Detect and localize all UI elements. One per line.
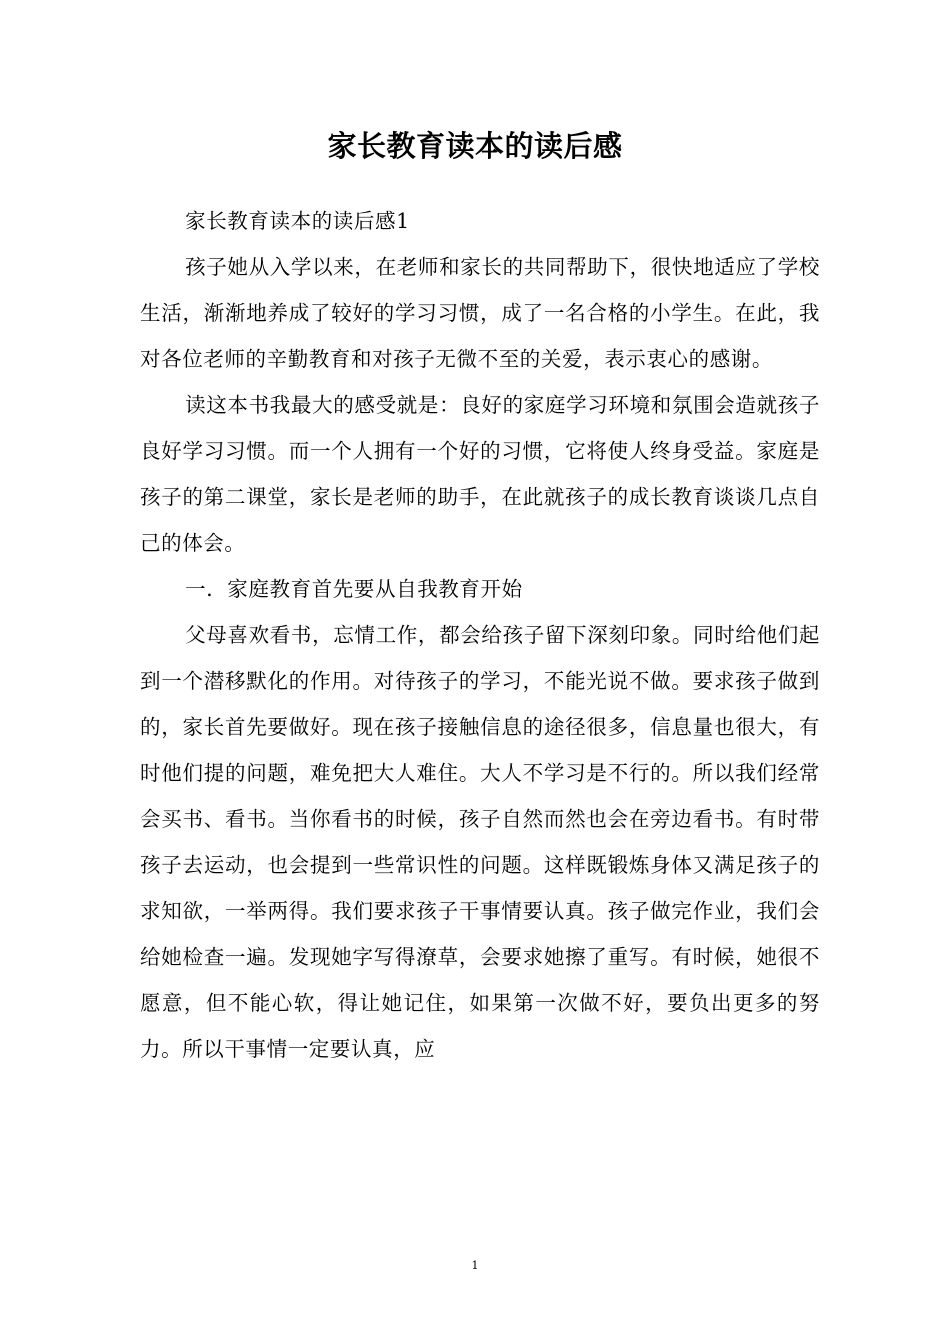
paragraph: 读这本书我最大的感受就是：良好的家庭学习环境和氛围会造就孩子良好学习习惯。而一个人拥有一个好的习惯，它将使人终身受益。家庭是孩子的第二课堂，家长是老师的助手，在此就孩子的成长教育谈谈几点自己的体会。: [140, 393, 820, 555]
paragraph: 父母喜欢看书，忘情工作，都会给孩子留下深刻印象。同时给他们起到一个潜移默化的作用。对待孩子的学习，不能光说不做。要求孩子做到的，家长首先要做好。现在孩子接触信息的途径很多，信息量也很大，有时他们提的问题，难免把大人难住。大人不学习是不行的。所以我们经常会买书、看书。当你看书的时候，孩子自然而然也会在旁边看书。有时带孩子去运动，也会提到一些常识性的问题。这样既锻炼身体又满足孩子的求知欲，一举两得。我们要求孩子干事情要认真。孩子做完作业，我们会给她检查一遍。发现她字写得潦草，会要求她擦了重写。有时候，她很不愿意，但不能心软，得让她记住，如果第一次做不好，要负出更多的努力。所以干事情一定要认真，应: [140, 623, 820, 1061]
subsection-heading: 一．家庭教育首先要从自我教育开始: [185, 577, 523, 601]
document-body: [140, 198, 820, 1072]
document-title: 家长教育读本的读后感: [327, 129, 623, 163]
paragraph: 孩子她从入学以来，在老师和家长的共同帮助下，很快地适应了学校生活，渐渐地养成了较好的学习习惯，成了一名合格的小学生。在此，我对各位老师的辛勤教育和对孩子无微不至的关爱，表示衷心的感谢。: [140, 255, 820, 371]
section-heading: 家长教育读本的读后感1: [185, 209, 410, 233]
page-number: 1: [471, 1259, 479, 1272]
